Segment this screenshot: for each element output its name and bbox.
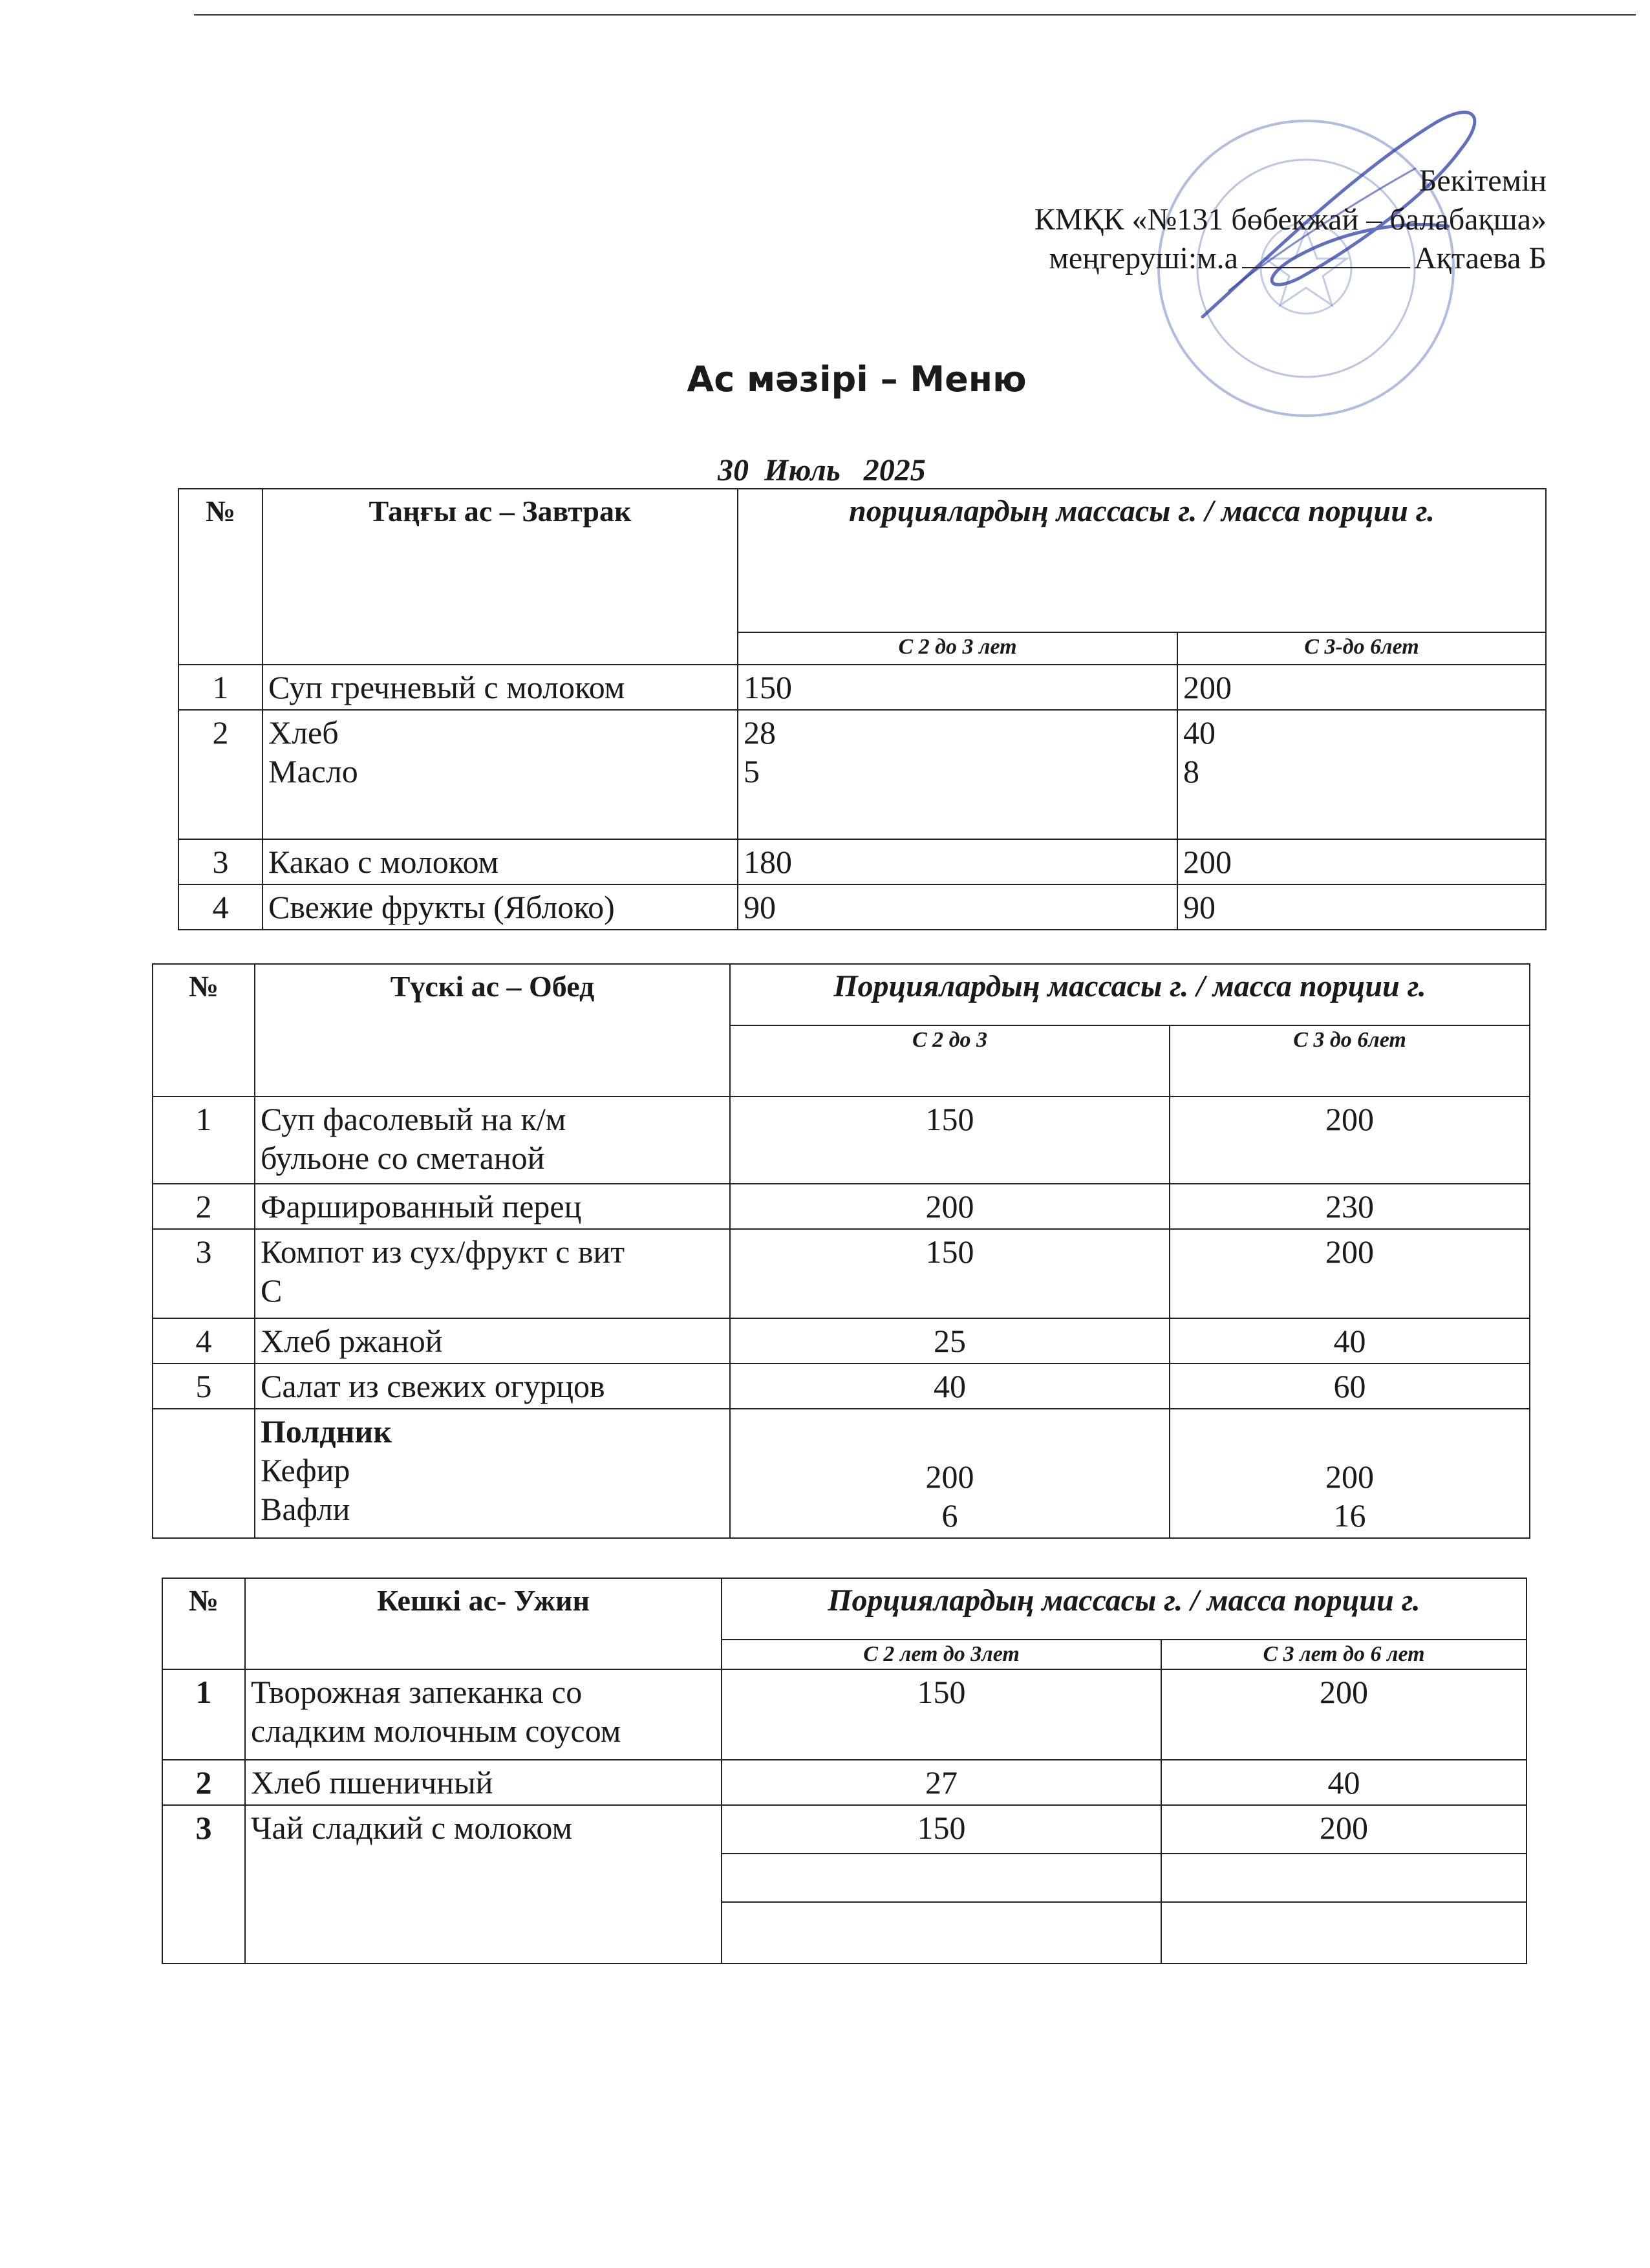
table-row xyxy=(153,1318,1530,1364)
dish-name xyxy=(262,710,738,839)
dinner-table xyxy=(162,1578,1527,1964)
row-number: 4 xyxy=(153,1318,255,1364)
header-age-2-3: С 2 до 3 xyxy=(730,1025,1170,1097)
table-row xyxy=(153,1229,1530,1318)
portion-line: 8 xyxy=(1183,753,1199,789)
dish-line: сладким молочным соусом xyxy=(251,1713,621,1749)
dish-name xyxy=(255,1097,730,1184)
dish-name: Салат из свежих огурцов xyxy=(255,1364,730,1409)
dish-line: Хлеб xyxy=(268,714,339,751)
dish-name: Свежие фрукты (Яблоко) xyxy=(262,884,738,930)
dish-line: бульоне со сметаной xyxy=(261,1140,545,1176)
portion-3-6: 60 xyxy=(1170,1364,1530,1409)
signature-blank xyxy=(1242,241,1410,268)
portion-2-3: 25 xyxy=(730,1318,1170,1364)
dish-line: С xyxy=(261,1272,283,1309)
header-portion-mass: Порциялардың массасы г. / масса порции г. xyxy=(722,1578,1527,1640)
dish-name: Хлеб ржаной xyxy=(255,1318,730,1364)
portion-3-6: 90 xyxy=(1177,884,1546,930)
portion-3-6 xyxy=(1177,710,1546,839)
row-number-empty xyxy=(153,1409,255,1538)
portion-2-3 xyxy=(738,710,1177,839)
empty-cell xyxy=(1161,1854,1527,1902)
table-row xyxy=(178,839,1546,884)
portion-line: 16 xyxy=(1333,1497,1366,1534)
portion-3-6: 200 xyxy=(1177,839,1546,884)
dish-name xyxy=(245,1669,722,1760)
top-rule xyxy=(194,14,1636,16)
breakfast-table xyxy=(178,488,1547,930)
portion-line: 200 xyxy=(1325,1459,1374,1495)
dish-line: Компот из сух/фрукт с вит xyxy=(261,1234,625,1270)
empty-cell xyxy=(1161,1902,1527,1963)
portion-3-6: 40 xyxy=(1161,1760,1527,1805)
row-number: 3 xyxy=(178,839,262,884)
dish-name: Хлеб пшеничный xyxy=(245,1760,722,1805)
table-row xyxy=(162,1669,1527,1760)
portion-2-3: 150 xyxy=(738,665,1177,710)
table-row xyxy=(153,1364,1530,1409)
snack-title: Полдник xyxy=(261,1413,392,1450)
portion-2-3: 40 xyxy=(730,1364,1170,1409)
row-number: 1 xyxy=(178,665,262,710)
portion-3-6: 200 xyxy=(1177,665,1546,710)
table-row xyxy=(178,710,1546,839)
row-number: 5 xyxy=(153,1364,255,1409)
dish-line: Творожная запеканка со xyxy=(251,1674,583,1710)
row-number: 3 xyxy=(153,1229,255,1318)
row-number: 1 xyxy=(153,1097,255,1184)
portion-2-3: 150 xyxy=(730,1229,1170,1318)
approve-word: Бекітемін xyxy=(1419,164,1547,198)
row-number: 2 xyxy=(162,1760,245,1805)
header-age-3-6: С 3 лет до 6 лет xyxy=(1161,1640,1527,1669)
table-row xyxy=(153,1184,1530,1229)
snack-items xyxy=(255,1409,730,1538)
table-row xyxy=(153,1097,1530,1184)
portion-2-3: 150 xyxy=(730,1097,1170,1184)
header-portion-mass: Порциялардың массасы г. / масса порции г. xyxy=(730,964,1530,1025)
portion-line: 6 xyxy=(941,1497,958,1534)
row-number: 3 xyxy=(162,1805,245,1963)
portion-3-6: 230 xyxy=(1170,1184,1530,1229)
portion-2-3: 200 xyxy=(730,1184,1170,1229)
header-meal-name: Таңғы ас – Завтрак xyxy=(262,489,738,665)
portion-line: 5 xyxy=(744,753,760,789)
dish-name: Какао с молоком xyxy=(262,839,738,884)
header-age-2-3: С 2 до 3 лет xyxy=(738,632,1177,665)
portion-2-3: 180 xyxy=(738,839,1177,884)
header-age-3-6: С 3 до 6лет xyxy=(1170,1025,1530,1097)
portion-2-3: 27 xyxy=(722,1760,1161,1805)
row-number: 1 xyxy=(162,1669,245,1760)
header-meal-name: Түскі ас – Обед xyxy=(255,964,730,1097)
page-title: Ас мәзірі – Меню xyxy=(687,359,1027,400)
portion-3-6: 200 xyxy=(1170,1097,1530,1184)
lunch-table xyxy=(152,963,1530,1539)
empty-cell xyxy=(722,1902,1161,1963)
dish-name xyxy=(255,1229,730,1318)
header-number: № xyxy=(153,964,255,1097)
header-meal-name: Кешкі ас- Ужин xyxy=(245,1578,722,1669)
header-number: № xyxy=(162,1578,245,1669)
table-row xyxy=(162,1760,1527,1805)
signatory-name: Ақтаева Б xyxy=(1413,241,1547,275)
row-number: 2 xyxy=(153,1184,255,1229)
portion-3-6: 40 xyxy=(1170,1318,1530,1364)
dish-name: Чай сладкий с молоком xyxy=(245,1805,722,1963)
portion-line: 200 xyxy=(925,1459,974,1495)
portion-3-6 xyxy=(1170,1409,1530,1538)
table-row xyxy=(178,665,1546,710)
header-age-3-6: С 3-до 6лет xyxy=(1177,632,1546,665)
portion-line: 28 xyxy=(744,714,776,751)
row-number: 4 xyxy=(178,884,262,930)
signatory-role: меңгеруші:м.а xyxy=(1049,241,1238,275)
portion-2-3: 150 xyxy=(722,1669,1161,1760)
snack-item: Кефир xyxy=(261,1452,350,1488)
organization-name: КМҚК «№131 бөбекжай – балабақша» xyxy=(1034,202,1547,237)
portion-3-6: 200 xyxy=(1161,1805,1527,1854)
row-number: 2 xyxy=(178,710,262,839)
portion-line: 40 xyxy=(1183,714,1216,751)
dish-line: Масло xyxy=(268,753,358,789)
empty-cell xyxy=(722,1854,1161,1902)
portion-3-6: 200 xyxy=(1170,1229,1530,1318)
portion-2-3: 90 xyxy=(738,884,1177,930)
header-age-2-3: С 2 лет до 3лет xyxy=(722,1640,1161,1669)
menu-date: 30 Июль 2025 xyxy=(718,453,926,487)
table-row xyxy=(162,1805,1527,1854)
dish-name: Суп гречневый с молоком xyxy=(262,665,738,710)
approval-block xyxy=(1034,162,1547,278)
signatory-line xyxy=(1034,239,1547,278)
snack-row xyxy=(153,1409,1530,1538)
portion-2-3 xyxy=(730,1409,1170,1538)
header-portion-mass: порциялардың массасы г. / масса порции г. xyxy=(738,489,1546,632)
dish-name: Фаршированный перец xyxy=(255,1184,730,1229)
table-row xyxy=(178,884,1546,930)
dish-line: Суп фасолевый на к/м xyxy=(261,1101,566,1137)
header-number: № xyxy=(178,489,262,665)
snack-item: Вафли xyxy=(261,1491,350,1527)
portion-3-6: 200 xyxy=(1161,1669,1527,1760)
portion-2-3: 150 xyxy=(722,1805,1161,1854)
